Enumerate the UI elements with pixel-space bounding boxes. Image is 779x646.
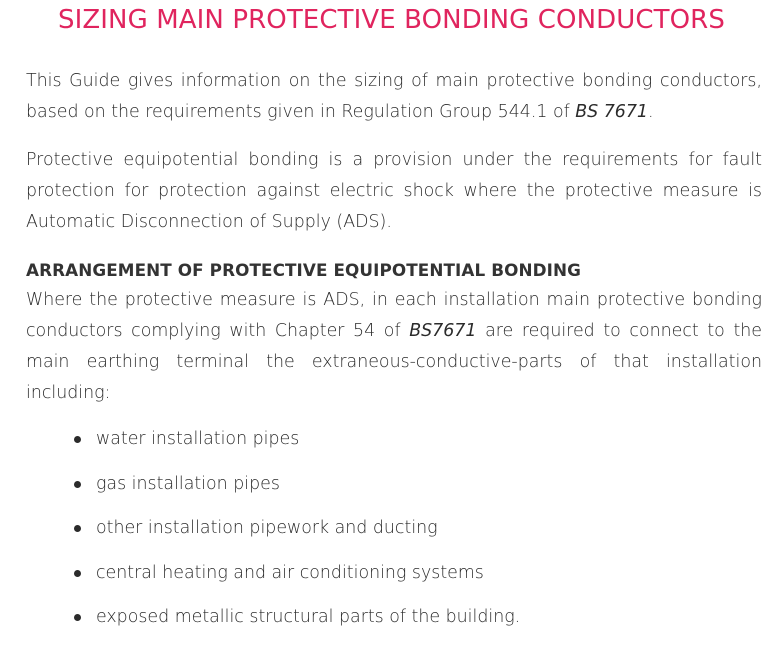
section-heading: ARRANGEMENT OF PROTECTIVE EQUIPOTENTIAL BONDING xyxy=(26,260,581,280)
section-text: Where the protective measure is ADS, in each installation main protective bonding conductors complying with Chapter 54 of xyxy=(26,290,762,341)
page-title: SIZING MAIN PROTECTIVE BONDING CONDUCTORS xyxy=(58,5,725,35)
bullet-icon xyxy=(74,570,81,577)
list-item-text: central heating and air conditioning systems xyxy=(96,562,484,583)
section-text-end: are required to connect to the main earthing terminal the extraneous-conductive-parts of that installation including: xyxy=(26,321,762,403)
section-paragraph xyxy=(26,285,762,409)
bullet-icon xyxy=(74,436,81,443)
bonding-paragraph: Protective equipotential bonding is a provision under the requirements for fault protection for protection against electric shock where the protective measure is Automatic Disconnection of Supply (ADS). xyxy=(26,150,762,232)
list-item-text: water installation pipes xyxy=(96,429,300,449)
intro-paragraph xyxy=(26,66,762,128)
list-item-text: exposed metallic structural parts of the building. xyxy=(96,607,521,627)
list-item-text: other installation pipework and ducting xyxy=(96,518,438,538)
bullet-icon xyxy=(74,614,81,621)
intro-text-end: . xyxy=(648,102,654,122)
standard-reference: BS7671 xyxy=(409,321,477,341)
bullet-icon xyxy=(74,481,81,488)
intro-text: This Guide gives information on the sizing of main protective bonding conductors, based on the requirements given in Regulation Group 544.1 of xyxy=(26,71,762,122)
list-item-text: gas installation pipes xyxy=(96,473,280,494)
bullet-icon xyxy=(74,525,81,532)
standard-reference: BS 7671 xyxy=(575,102,648,122)
